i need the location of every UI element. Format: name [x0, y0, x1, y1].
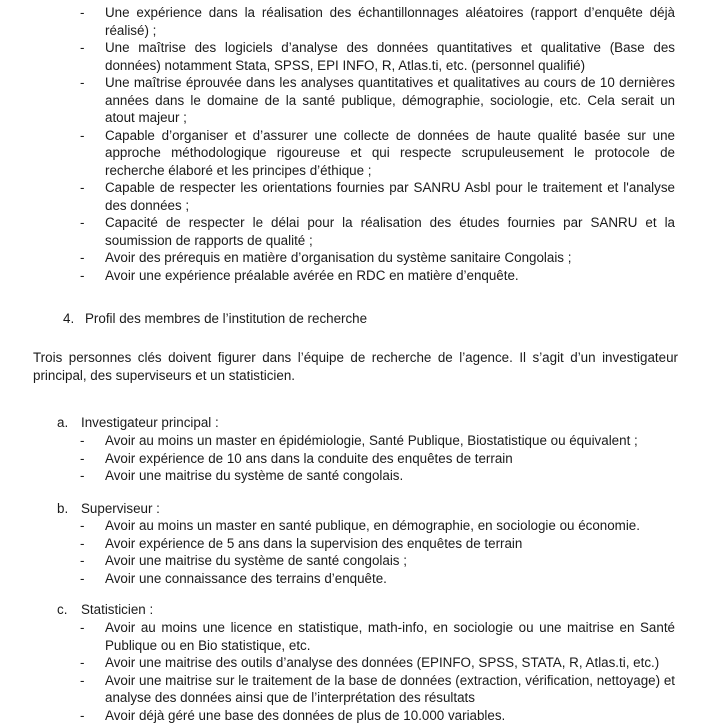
- role-heading-investigator: [57, 414, 219, 432]
- list-item: - Avoir une maitrise des outils d’analyse des données (EPINFO, SPSS, STATA, R, Atlas.ti, etc.): [105, 654, 675, 672]
- list-item: - Avoir une connaissance des terrains d’enquête.: [105, 570, 675, 588]
- list-item: - Une expérience dans la réalisation des échantillonnages aléatoires (rapport d’enquête déjà réalisé) ;: [105, 4, 675, 39]
- role-list-investigator: [105, 432, 675, 485]
- role-title: Superviseur :: [81, 501, 160, 516]
- list-item: - Une maîtrise des logiciels d’analyse des données quantitatives et qualitative (Base des données) notamment Stata, SPSS, EPI INFO, R, Atlas.ti, etc. (personnel qualifié): [105, 39, 675, 74]
- list-item: - Avoir déjà géré une base des données de plus de 10.000 variables.: [105, 707, 675, 725]
- role-list-statistician: [105, 619, 675, 724]
- list-item: - Avoir au moins une licence en statistique, math-info, en sociologie ou une maitrise en Santé Publique ou en Bio statistique, etc.: [105, 619, 675, 654]
- role-heading-supervisor: [57, 500, 160, 518]
- list-item: - Avoir une maitrise du système de santé congolais ;: [105, 552, 675, 570]
- role-letter: b.: [57, 501, 69, 516]
- section-title: Profil des membres de l’institution de recherche: [85, 311, 368, 326]
- role-list-supervisor: [105, 517, 675, 587]
- list-item: - Avoir une maitrise du système de santé congolais.: [105, 467, 675, 485]
- list-item: - Avoir expérience de 10 ans dans la conduite des enquêtes de terrain: [105, 450, 675, 468]
- section-heading: [63, 310, 367, 328]
- role-letter: c.: [57, 602, 68, 617]
- list-item: - Avoir au moins un master en épidémiologie, Santé Publique, Biostatistique ou équivalent ;: [105, 432, 675, 450]
- list-item: - Capacité de respecter le délai pour la réalisation des études fournies par SANRU et la soumission de rapports de qualité ;: [105, 214, 675, 249]
- list-item: - Avoir expérience de 5 ans dans la supervision des enquêtes de terrain: [105, 535, 675, 553]
- section-number: 4.: [63, 311, 75, 326]
- list-item: - Capable d’organiser et d’assurer une collecte de données de haute qualité basée sur une approche méthodologique rigoureuse et qui respecte scrupuleusement le protocole de recherche élaboré et les principes d’éthique ;: [105, 127, 675, 180]
- role-title: Statisticien :: [81, 602, 154, 617]
- list-item: - Avoir des prérequis en matière d’organisation du système sanitaire Congolais ;: [105, 249, 675, 267]
- list-item: - Capable de respecter les orientations fournies par SANRU Asbl pour le traitement et l'analyse des données ;: [105, 179, 675, 214]
- list-item: - Avoir au moins un master en santé publique, en démographie, en sociologie ou économie.: [105, 517, 675, 535]
- role-heading-statistician: [57, 601, 153, 619]
- list-item: - Avoir une maitrise sur le traitement de la base de données (extraction, vérification, nettoyage) et analyse des données ainsi que de l’interprétation des résultats: [105, 672, 675, 707]
- role-title: Investigateur principal :: [81, 415, 219, 430]
- list-item: - Une maîtrise éprouvée dans les analyses quantitatives et qualitatives au cours de 10 dernières années dans le domaine de la santé publique, démographie, sociologie, etc. Cela serait un atout majeur ;: [105, 74, 675, 127]
- role-letter: a.: [57, 415, 69, 430]
- list-item: - Avoir une expérience préalable avérée en RDC en matière d’enquête.: [105, 267, 675, 285]
- requirements-list: [105, 4, 675, 284]
- intro-paragraph: Trois personnes clés doivent figurer dans l’équipe de recherche de l’agence. Il s’agit d’un investigateur principal, des superviseurs et un statisticien.: [33, 350, 678, 383]
